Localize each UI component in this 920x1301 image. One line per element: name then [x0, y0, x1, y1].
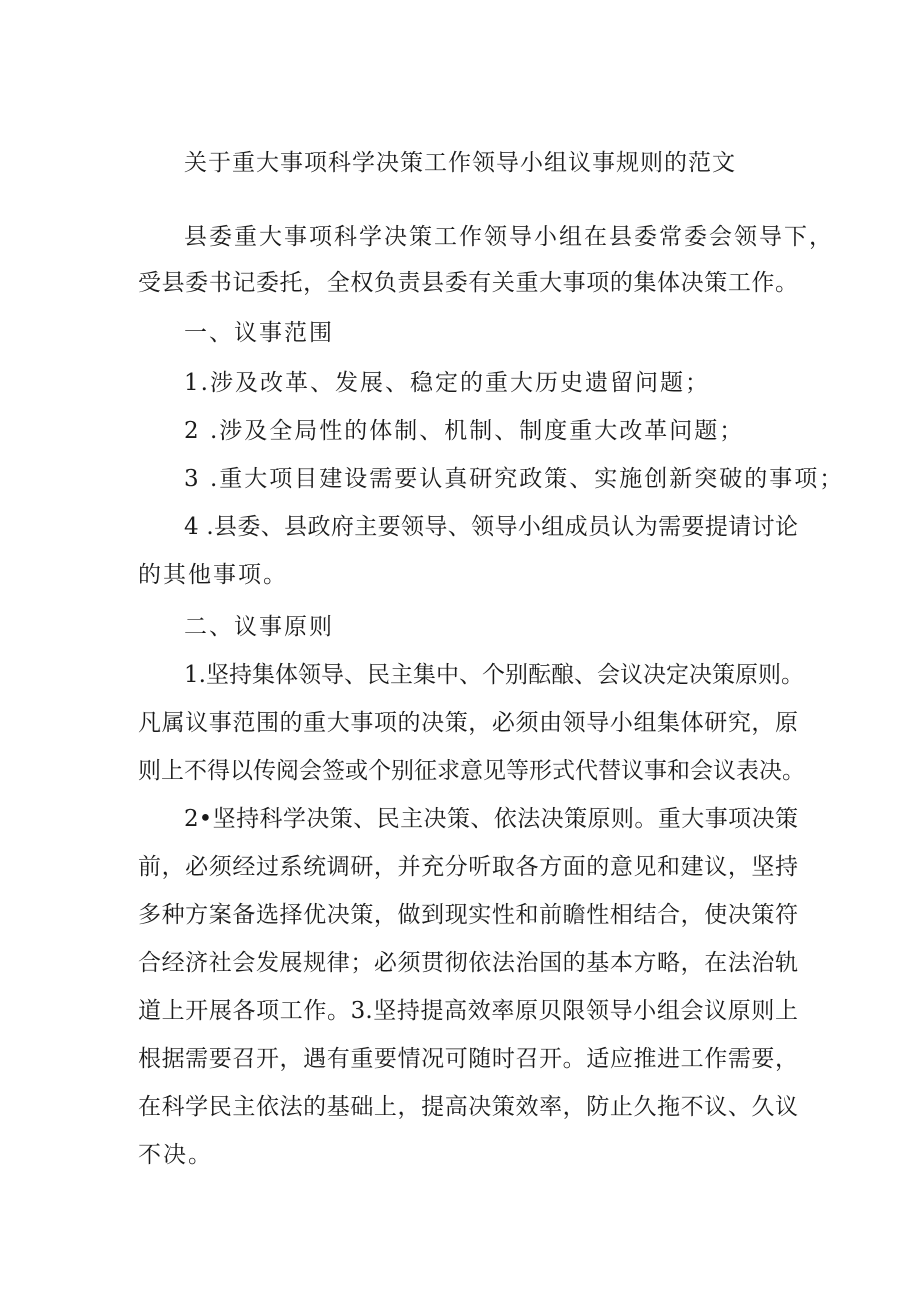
paragraph-line: 前，必须经过系统调研，并充分听取各方面的意见和建议，坚持	[138, 854, 798, 880]
paragraph-line: 受县委书记委托，全权负责县委有关重大事项的集体决策工作。	[138, 270, 798, 296]
list-item: 2 .涉及全局性的体制、机制、制度重大改革问题；	[184, 418, 745, 444]
paragraph-line: 县委重大事项科学决策工作领导小组在县委常委会领导下，	[184, 224, 834, 250]
paragraph-line: 不决。	[138, 1142, 213, 1168]
list-item: 4 .县委、县政府主要领导、领导小组成员认为需要提请讨论	[184, 514, 798, 540]
paragraph-line: 合经济社会发展规律；必须贯彻依法治国的基本方略，在法治轨	[138, 950, 798, 976]
paragraph-line: 根据需要召开，遇有重要情况可随时召开。适应推进工作需要，	[138, 1046, 798, 1072]
document-title: 关于重大事项科学决策工作领导小组议事规则的范文	[184, 150, 736, 176]
section-heading: 一、议事范围	[184, 320, 334, 346]
paragraph-line: 在科学民主依法的基础上，提高决策效率，防止久拖不议、久议	[138, 1094, 798, 1120]
paragraph-line: 的其他事项。	[138, 562, 288, 588]
paragraph-line: 道上开展各项工作。3.坚持提高效率原贝限领导小组会议原则上	[138, 998, 798, 1024]
paragraph-line: 则上不得以传阅会签或个别征求意见等形式代替议事和会议表决。	[138, 758, 805, 784]
list-item: 1.涉及改革、发展、稳定的重大历史遗留问题；	[184, 370, 710, 396]
paragraph-line: 多种方案备选择优决策，做到现实性和前瞻性相结合，使决策符	[138, 902, 798, 928]
paragraph-line: 凡属议事范围的重大事项的决策，必须由领导小组集体研究，原	[138, 710, 798, 736]
paragraph-line: 2•坚持科学决策、民主决策、依法决策原则。重大事项决策	[184, 806, 798, 832]
section-heading: 二、议事原则	[184, 614, 334, 640]
list-item: 3 .重大项目建设需要认真研究政策、实施创新突破的事项；	[184, 466, 845, 492]
paragraph-line: 1.坚持集体领导、民主集中、个别酝酿、会议决定决策原则。	[184, 662, 804, 688]
